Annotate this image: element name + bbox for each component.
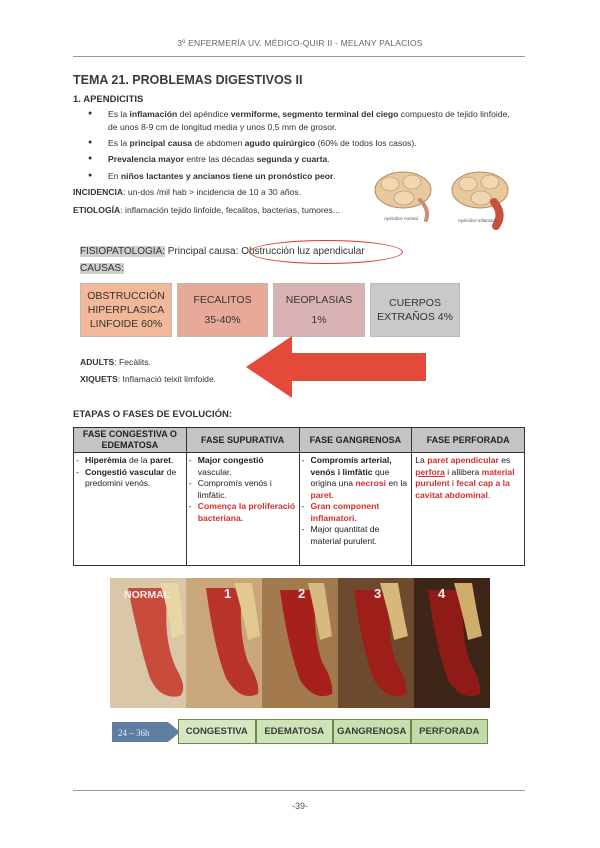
page-title: TEMA 21. PROBLEMAS DIGESTIVOS II [73,73,303,87]
stage-congestiva: CONGESTIVA [178,719,256,744]
adults-line: ADULTS: Fecàlits. [80,357,151,367]
etiologia-line: ETIOLOGÍA: inflamación tejido linfoide, fecalitos, bacterias, tumores... [73,205,340,215]
cause-box-obstruccion: OBSTRUCCIÓN HIPERPLASICA LINFOIDE 60% [80,283,172,337]
cell-supurativa: - Major congestió vascular. - Compromís venós i limfàtic. - Comença la proliferació bacteriana. [186,453,299,566]
column-header: FASE PERFORADA [412,428,525,453]
header-divider [73,56,525,57]
inflamed-appendix-caption: Apéndice inflamado [458,218,498,223]
photo-label: 2 [298,586,306,601]
highlight-circle [249,240,403,264]
list-item: ● En niños lactantes y ancianos tiene un pronóstico peor. [88,170,520,183]
cell-perforada: La paret apendicular es perfora i allibera material purulent i fecal cap a la cavitat abdominal. [412,453,525,566]
appendix-evolution-photo [110,578,490,708]
cause-box-fecalitos: FECALITOS 35-40% [177,283,268,337]
etapas-heading: ETAPAS O FASES DE EVOLUCIÓN: [73,409,233,420]
time-arrow-icon [112,722,180,742]
page-header: 3º ENFERMERÍA UV. MÉDICO-QUIR II - MELANY PALACIOS [177,38,423,48]
list-item: ● Prevalencia mayor entre las décadas segunda y cuarta. [88,153,520,166]
incidencia-line: INCIDENCIA: un-dos /mil hab > incidencia de 10 a 30 años. [73,187,302,197]
fisiopatologia-line: FISIOPATOLOGIA: Principal causa: Obstrucción luz apendicular [80,246,365,257]
stage-gangrenosa: GANGRENOSA [333,719,411,744]
normal-appendix-drawing [375,172,431,220]
column-header: FASE GANGRENOSA [299,428,412,453]
page-number: -39- [291,801,308,811]
phases-table [73,427,525,566]
cell-gangrenosa: - Compromís arterial, venós i limfàtic que origina una necrosi en la paret. - Gran component inflamatori. - Major quantitat de material purulent. [299,453,412,566]
appendix-stages-drawing [110,578,490,708]
list-item: ● Es la inflamación del apéndice vermiforme, segmento terminal del ciego compuesto de tejido linfoide, de unos 8-9 cm de longitud media y unos 0,5 mm de grosor. [88,108,520,134]
cause-box-cuerpos-extranos: CUERPOS EXTRAÑOS 4% [370,283,460,337]
appendix-illustration [368,168,518,236]
photo-label: 1 [224,586,232,601]
list-item: ● Es la principal causa de abdomen agudo quirúrgico (60% de todos los casos). [88,137,520,150]
section-heading-apendicitis: 1. APENDICITIS [73,94,144,105]
footer-divider [73,790,525,791]
photo-label: 3 [374,586,382,601]
causas-label: CAUSAS: [80,263,124,274]
photo-label: 4 [438,586,446,601]
stage-perforada: PERFORADA [411,719,489,744]
column-header: FASE CONGESTIVA O EDEMATOSA [74,428,187,453]
cell-congestiva: - Hiperèmia de la paret. - Congestió vascular de predomini venós. [74,453,187,566]
stage-edematosa: EDEMATOSA [256,719,334,744]
red-arrow-icon [246,336,428,398]
stage-timeline [178,719,488,744]
column-header: FASE SUPURATIVA [186,428,299,453]
table-row [74,453,525,566]
table-header-row [74,428,525,453]
cause-box-neoplasias: NEOPLASIAS 1% [273,283,365,337]
normal-appendix-caption: Apéndice normal [384,216,418,221]
photo-label: NORMAL [124,589,171,601]
time-arrow-label: 24 – 36h [118,728,150,738]
xiquets-line: XIQUETS: Inflamació teixit limfoide. [80,374,217,384]
